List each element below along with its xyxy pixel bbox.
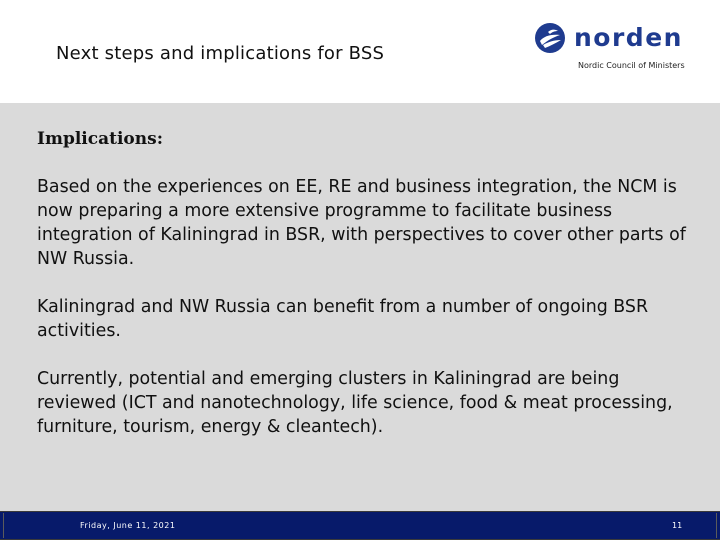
slide-footer (0, 511, 720, 540)
section-heading: Implications: (37, 129, 163, 149)
page-number: 11 (672, 521, 683, 530)
slide-content (0, 103, 720, 511)
norden-logo (534, 22, 684, 56)
footer-date: Friday, June 11, 2021 (80, 521, 176, 530)
paragraph-2: Kaliningrad and NW Russia can benefit from a number of ongoing BSR activities. (37, 297, 649, 341)
slide-title: Next steps and implications for BSS (56, 43, 385, 64)
slide-header (0, 0, 720, 103)
logo-subtitle: Nordic Council of Ministers (578, 61, 685, 70)
norden-wordmark: norden (574, 23, 683, 52)
norden-swan-logo-icon (534, 22, 566, 54)
paragraph-1: Based on the experiences on EE, RE and business integration, the NCM is now preparing a more extensive programme to facilitate business integration of Kaliningrad in BSR, with perspectives to cover other parts of NW Russia. (37, 177, 686, 269)
paragraph-3: Currently, potential and emerging clusters in Kaliningrad are being reviewed (ICT and nanotechnology, life science, food & meat processing, furniture, tourism, energy & cleantech). (37, 369, 673, 437)
